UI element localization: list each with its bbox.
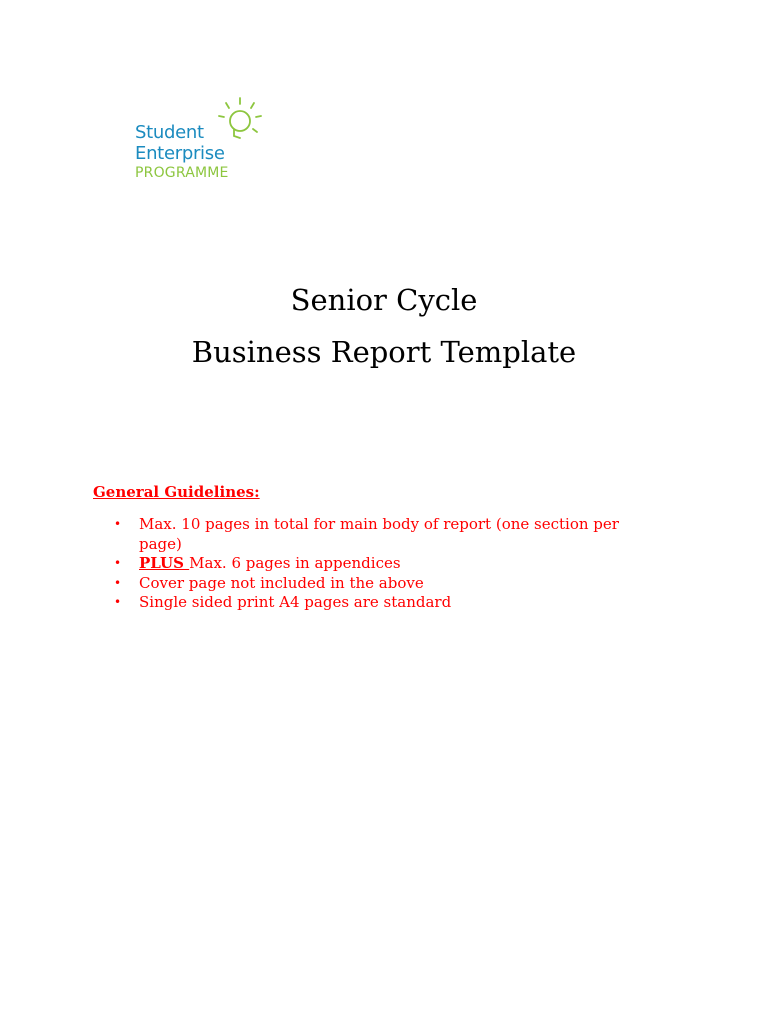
logo-word-student: Student xyxy=(135,122,204,143)
title-line-2: Business Report Template xyxy=(191,335,577,369)
document-title xyxy=(0,274,768,378)
logo-word-programme: PROGRAMME xyxy=(135,165,229,181)
list-item xyxy=(93,574,653,594)
student-enterprise-logo xyxy=(95,88,285,193)
list-item-prefix: PLUS xyxy=(139,554,190,572)
list-item-text: Max. 10 pages in total for main body of report (one section per page) xyxy=(139,515,619,553)
list-item xyxy=(93,515,653,554)
logo-word-enterprise: Enterprise xyxy=(135,143,225,164)
list-item xyxy=(93,554,653,574)
title-line-1: Senior Cycle xyxy=(290,283,478,317)
bullet-icon: • xyxy=(114,575,122,590)
list-item-text: Cover page not included in the above xyxy=(139,573,424,592)
bullet-icon: • xyxy=(114,595,122,609)
list-item xyxy=(93,593,653,613)
list-item-text: Single sided print A4 pages are standard xyxy=(139,593,452,611)
list-item-text: Max. 6 pages in appendices xyxy=(189,554,401,572)
bullet-icon: • xyxy=(114,556,122,570)
logo-wordmark xyxy=(135,122,229,183)
guidelines-list xyxy=(93,515,653,613)
bullet-icon: • xyxy=(114,517,122,531)
general-guidelines xyxy=(93,483,653,613)
guidelines-heading: General Guidelines: xyxy=(93,483,260,501)
